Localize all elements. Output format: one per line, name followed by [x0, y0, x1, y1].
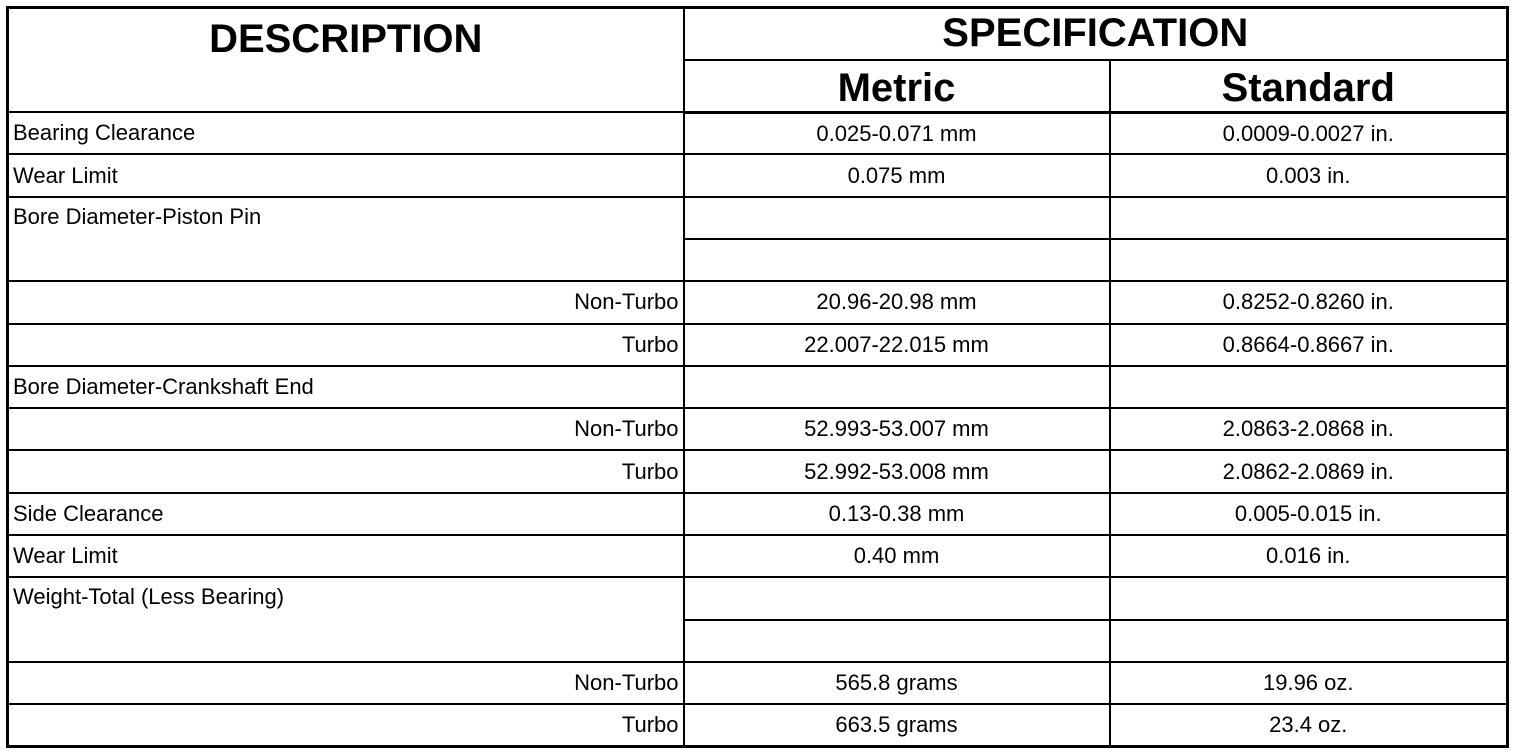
table-row [8, 281, 1508, 323]
row-label: Bearing Clearance [8, 112, 684, 154]
metric-value: 20.96-20.98 mm [684, 281, 1110, 323]
row-label: Bore Diameter-Crankshaft End [8, 366, 684, 408]
table-row [8, 197, 1508, 239]
row-label: Non-Turbo [8, 281, 684, 323]
metric-value [684, 197, 1110, 239]
metric-value [684, 577, 1110, 619]
metric-value: 663.5 grams [684, 704, 1110, 746]
row-label: Turbo [8, 450, 684, 492]
metric-value: 52.993-53.007 mm [684, 408, 1110, 450]
row-label: Side Clearance [8, 493, 684, 535]
standard-value [1110, 620, 1508, 662]
table-row [8, 112, 1508, 154]
description-header: DESCRIPTION [8, 8, 684, 113]
table-row [8, 535, 1508, 577]
metric-value [684, 620, 1110, 662]
standard-value [1110, 239, 1508, 281]
row-label: Non-Turbo [8, 662, 684, 704]
standard-value: 0.016 in. [1110, 535, 1508, 577]
metric-value: 0.025-0.071 mm [684, 112, 1110, 154]
standard-value: 0.0009-0.0027 in. [1110, 112, 1508, 154]
standard-value: 0.003 in. [1110, 154, 1508, 196]
specification-table [6, 6, 1509, 748]
table-row [8, 577, 1508, 619]
standard-value: 19.96 oz. [1110, 662, 1508, 704]
metric-value: 22.007-22.015 mm [684, 324, 1110, 366]
header-row-1 [8, 8, 1508, 60]
table-row [8, 408, 1508, 450]
row-label: Wear Limit [8, 154, 684, 196]
standard-value [1110, 577, 1508, 619]
metric-value: 0.075 mm [684, 154, 1110, 196]
row-label: Turbo [8, 704, 684, 746]
standard-value: 2.0862-2.0869 in. [1110, 450, 1508, 492]
metric-header: Metric [684, 60, 1110, 112]
row-label: Wear Limit [8, 535, 684, 577]
row-label: Bore Diameter-Piston Pin [8, 197, 684, 282]
metric-value: 0.13-0.38 mm [684, 493, 1110, 535]
standard-value: 0.8252-0.8260 in. [1110, 281, 1508, 323]
standard-value: 0.8664-0.8667 in. [1110, 324, 1508, 366]
row-label: Non-Turbo [8, 408, 684, 450]
metric-value: 565.8 grams [684, 662, 1110, 704]
standard-value [1110, 197, 1508, 239]
table-row [8, 662, 1508, 704]
row-label: Turbo [8, 324, 684, 366]
standard-value: 2.0863-2.0868 in. [1110, 408, 1508, 450]
table-row [8, 324, 1508, 366]
specification-header: SPECIFICATION [684, 8, 1508, 60]
row-label: Weight-Total (Less Bearing) [8, 577, 684, 662]
table-row [8, 154, 1508, 196]
metric-value: 52.992-53.008 mm [684, 450, 1110, 492]
metric-value [684, 366, 1110, 408]
metric-value: 0.40 mm [684, 535, 1110, 577]
table-row [8, 450, 1508, 492]
table-row [8, 366, 1508, 408]
metric-value [684, 239, 1110, 281]
standard-header: Standard [1110, 60, 1508, 112]
standard-value [1110, 366, 1508, 408]
table-row [8, 493, 1508, 535]
standard-value: 23.4 oz. [1110, 704, 1508, 746]
table-row [8, 704, 1508, 746]
standard-value: 0.005-0.015 in. [1110, 493, 1508, 535]
